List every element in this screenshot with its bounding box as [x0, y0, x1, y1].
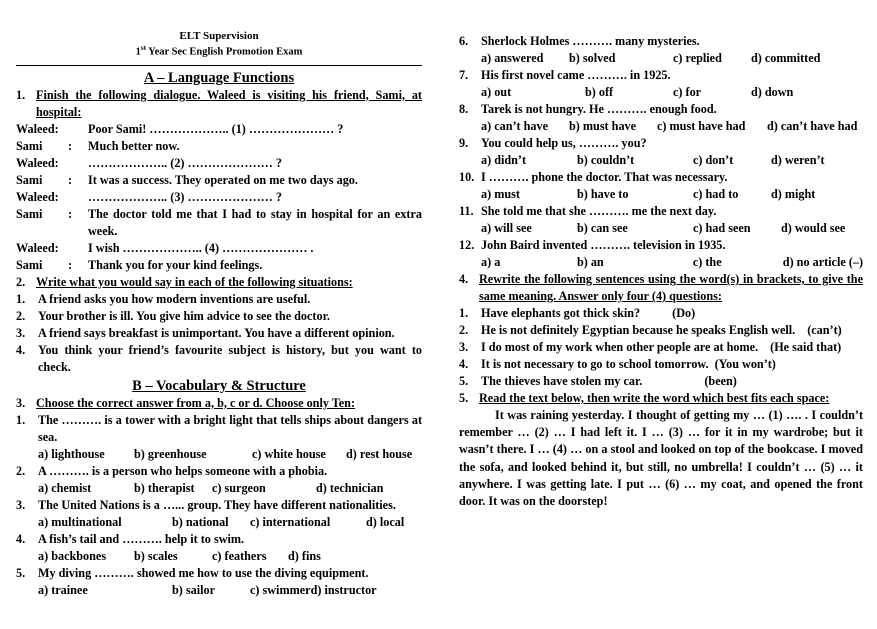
q3-options	[459, 186, 863, 203]
q3-question-number: 8.	[459, 102, 469, 116]
q3-item	[459, 237, 863, 271]
q3-question-text: You could help us, ………. you?	[481, 136, 647, 150]
q4-item-bracket: (Do)	[672, 306, 696, 320]
q3-option-c: c) had seen	[693, 221, 751, 235]
q4-item-bracket: (can’t)	[807, 323, 842, 337]
q3-option-d: d) down	[751, 85, 794, 99]
q3-option-b: b) solved	[569, 51, 616, 65]
q3-question-text: She told me that she ………. me the next day.	[481, 204, 717, 218]
q3-item	[16, 463, 422, 497]
q2-item-number: 3.	[16, 325, 26, 340]
q3-option-a: a) lighthouse	[38, 446, 105, 461]
q3-item	[459, 169, 863, 203]
q4-item-text: It is not necessary to go to school tomorrow.	[481, 357, 709, 371]
dialogue-speaker: Sami	[16, 138, 43, 153]
q3-question-number: 10.	[459, 170, 475, 184]
q2-item-text: A friend asks you how modern inventions are useful.	[38, 291, 311, 306]
q2-item	[16, 291, 422, 308]
dialogue-text: ……………….. (2) ………………… ?	[88, 155, 282, 170]
q4-item-number: 2.	[459, 323, 469, 337]
left-column	[16, 30, 422, 599]
q3-question-text: Sherlock Holmes ………. many mysteries.	[481, 34, 700, 48]
q4-item-number: 5.	[459, 374, 469, 388]
q3-question-number: 3.	[16, 497, 26, 512]
header-exam-name: Year Sec English Promotion Exam	[145, 46, 303, 58]
q4-item-bracket: (been)	[704, 374, 737, 388]
q3-options	[459, 254, 863, 271]
q2-instruction: 2. Write what you would say in each of the following situations:	[16, 274, 353, 289]
q4-item-number: 1.	[459, 306, 469, 320]
q3-option-d: d) can’t have had	[767, 119, 858, 133]
q3-option-d: d) would see	[781, 221, 846, 235]
dialogue-colon: :	[68, 172, 73, 187]
header-rule	[16, 65, 422, 66]
q3-question	[459, 101, 863, 118]
q3-question-number: 6.	[459, 34, 469, 48]
q3-option-d: d) committed	[751, 51, 821, 65]
dialogue-text: I wish ……………….. (4) ………………… .	[88, 240, 314, 255]
q3-option-c: c) international	[250, 514, 331, 529]
q4-item-text: I do most of my work when other people are at home.	[481, 340, 759, 354]
dialogue-speaker: Waleed:	[16, 189, 59, 204]
q3-option-c: c) the	[692, 255, 722, 269]
q3-options	[16, 446, 422, 463]
q3-item	[459, 135, 863, 169]
dialogue-colon	[68, 240, 88, 257]
q3-option-a: a) trainee	[38, 582, 88, 597]
q3-option-d: d) rest house	[346, 446, 413, 461]
q3-options	[16, 548, 422, 565]
q3-option-c: c) had to	[693, 187, 739, 201]
q3-option-a: a) answered	[481, 51, 544, 65]
dialogue-line	[16, 206, 422, 240]
q3-options	[16, 582, 422, 599]
dialogue-colon	[68, 189, 88, 206]
dialogue-text: Much better now.	[88, 138, 180, 153]
q3-item	[16, 531, 422, 565]
q3-question-number: 5.	[16, 565, 26, 580]
dialogue-colon: :	[68, 138, 73, 153]
q3-option-c: c) white house	[252, 446, 326, 461]
q3-option-d: d) fins	[288, 548, 321, 563]
q4-item	[459, 356, 863, 373]
q3-option-a: a) didn’t	[481, 153, 527, 167]
q3-option-d: d) might	[771, 187, 816, 201]
q3-option-b: b) couldn’t	[577, 153, 635, 167]
section-b-title: B – Vocabulary & Structure	[132, 377, 306, 394]
q3-option-d: d) technician	[316, 480, 384, 495]
right-column	[459, 33, 863, 510]
q3-option-d: d) no article (–)	[782, 255, 864, 269]
q3-option-d: d) local	[366, 514, 405, 529]
q4-item-text: He is not definitely Egyptian because he speaks English well.	[481, 323, 796, 337]
q3-options	[459, 152, 863, 169]
q2-item-text: A friend says breakfast is unimportant. You have a different opinion.	[38, 325, 395, 340]
q5-instruction: 5. Read the text below, then write the word which best fits each space:	[459, 391, 830, 405]
q3-option-b: b) an	[576, 255, 604, 269]
dialogue-line	[16, 189, 422, 206]
q3-question-text: Tarek is not hungry. He ………. enough food.	[481, 102, 717, 116]
q2-item-text: You think your friend’s favourite subject is history, but you want to check.	[38, 342, 422, 374]
q3-option-a: a) backbones	[38, 548, 107, 563]
q3-options	[459, 84, 863, 101]
dialogue-colon: :	[68, 257, 73, 272]
q4-item-bracket: (He said that)	[770, 340, 842, 354]
q2-item-number: 2.	[16, 308, 26, 323]
q4-item-text: The thieves have stolen my car.	[481, 374, 643, 388]
dialogue-colon	[68, 155, 88, 172]
q3-option-b: b) must have	[569, 119, 637, 133]
q3-question	[16, 531, 422, 548]
q3-item	[16, 412, 422, 463]
q3-question-text: The ………. is a tower with a bright light that tells ships about dangers at sea.	[38, 412, 422, 444]
q2-item	[16, 342, 422, 376]
q3-option-a: a) chemist	[38, 480, 92, 495]
q3-option-a: a) must	[481, 187, 520, 201]
dialogue-line	[16, 155, 422, 172]
q3-question-text: The United Nations is a …... group. They have different nationalities.	[38, 497, 396, 512]
q1-dialogue	[16, 121, 422, 274]
q3-option-b: b) off	[585, 85, 614, 99]
q3-question-text: A fish’s tail and ………. help it to swim.	[38, 531, 245, 546]
q3-option-a: a) can’t have	[481, 119, 549, 133]
q3-question-text: His first novel came ………. in 1925.	[481, 68, 671, 82]
q3-question-number: 9.	[459, 136, 469, 150]
header-exam-title	[16, 42, 422, 59]
q3-options	[16, 514, 422, 531]
q3-question-number: 1.	[16, 412, 26, 427]
dialogue-speaker: Sami	[16, 206, 43, 221]
q3-option-c: c) swimmer	[250, 582, 311, 597]
q3-option-b: b) scales	[134, 548, 178, 563]
q3-question	[459, 237, 863, 254]
q3-option-b: b) have to	[577, 187, 629, 201]
dialogue-speaker: Waleed:	[16, 121, 59, 136]
dialogue-text: It was a success. They operated on me two days ago.	[88, 172, 358, 187]
q3-item	[459, 33, 863, 67]
q3-question-text: John Baird invented ………. television in 1935.	[481, 238, 726, 252]
dialogue-speaker: Sami	[16, 257, 43, 272]
dialogue-speaker: Waleed:	[16, 155, 59, 170]
q3-question	[459, 203, 863, 220]
dialogue-text: Thank you for your kind feelings.	[88, 257, 263, 272]
q3-option-c: c) feathers	[212, 548, 267, 563]
q2-item-text: Your brother is ill. You give him advice to see the doctor.	[38, 308, 330, 323]
q3-item	[459, 203, 863, 237]
q3-item	[459, 101, 863, 135]
q3-options	[459, 50, 863, 67]
dialogue-speaker: Sami	[16, 172, 43, 187]
dialogue-line	[16, 240, 422, 257]
q3-option-b: b) can see	[577, 221, 628, 235]
dialogue-line	[16, 257, 422, 274]
q3-question	[16, 463, 422, 480]
q3-option-b: b) national	[172, 514, 229, 529]
q4-item-text: Have elephants got thick skin?	[481, 306, 641, 320]
q3-question-text: My diving ………. showed me how to use the diving equipment.	[38, 565, 369, 580]
q4-item-bracket: (You won’t)	[714, 357, 776, 371]
q3-options	[459, 220, 863, 237]
dialogue-speaker: Waleed:	[16, 240, 59, 255]
q2-item-number: 1.	[16, 291, 26, 306]
q3-question	[16, 412, 422, 446]
q3-option-d: d) weren’t	[771, 153, 825, 167]
q3-option-d: d) instructor	[310, 582, 377, 597]
q3-option-c: c) for	[673, 85, 702, 99]
q3-question	[459, 169, 863, 186]
q3-option-a: a) multinational	[38, 514, 122, 529]
q1-instruction: 1. Finish the following dialogue. Waleed is visiting his friend, Sami, at hospital:	[16, 87, 422, 119]
q3-option-b: b) sailor	[172, 582, 215, 597]
q3-option-a: a) a	[481, 255, 501, 269]
q4-item-number: 3.	[459, 340, 469, 354]
q3-option-b: b) greenhouse	[134, 446, 207, 461]
q3-question-number: 7.	[459, 68, 469, 82]
header-year-sup: st	[140, 44, 146, 52]
q2-item	[16, 325, 422, 342]
q4-item-number: 4.	[459, 357, 469, 371]
q3-question-text: I ………. phone the doctor. That was necessary.	[481, 170, 728, 184]
q3-item	[16, 565, 422, 599]
q3-options	[459, 118, 863, 135]
q3-option-c: c) don’t	[693, 153, 734, 167]
q3-option-a: a) will see	[481, 221, 532, 235]
q3-question-number: 2.	[16, 463, 26, 478]
dialogue-colon	[68, 121, 88, 138]
q3-options	[16, 480, 422, 497]
q3-instruction: 3. Choose the correct answer from a, b, c or d. Choose only Ten:	[16, 395, 356, 410]
q3-option-a: a) out	[481, 85, 512, 99]
q3-question	[459, 135, 863, 152]
dialogue-text: ……………….. (3) ………………… ?	[88, 189, 282, 204]
q2-item-number: 4.	[16, 342, 26, 357]
q3-list-left	[16, 412, 422, 599]
dialogue-line	[16, 138, 422, 155]
q3-question	[16, 497, 422, 514]
header-year: 1	[135, 46, 141, 58]
section-a-title: A – Language Functions	[143, 69, 295, 86]
q3-question	[459, 33, 863, 50]
dialogue-text: The doctor told me that I had to stay in hospital for an extra week.	[88, 206, 422, 238]
q3-item	[459, 67, 863, 101]
q3-item	[16, 497, 422, 531]
q4-item	[459, 339, 863, 356]
q3-option-b: b) therapist	[134, 480, 195, 495]
dialogue-line	[16, 121, 422, 138]
q3-question	[459, 67, 863, 84]
q3-question-number: 4.	[16, 531, 26, 546]
q3-option-c: c) surgeon	[212, 480, 266, 495]
q4-instruction: 4. Rewrite the following sentences using the word(s) in brackets, to give the same meaning. Answer only four (4) questions:	[459, 272, 863, 303]
dialogue-colon: :	[68, 206, 73, 221]
q2-item	[16, 308, 422, 325]
q3-question-number: 11.	[459, 204, 474, 218]
dialogue-line	[16, 172, 422, 189]
q4-item	[459, 305, 863, 322]
q5-paragraph: It was raining yesterday. I thought of getting my … (1) …. . I couldn’t remember … (2) … I had left it. I … (3) … for it in my wardrobe; but it wasn’t there. I … (4) … on a stool and looked on top of the bookcase. I moved the sofa, and looked behind it, but still, no umbrella! I couldn’t … (5) … it anywhere. I was getting late. I put … (6) … my coat, and opened the front door. It was on the doorstep!	[459, 408, 863, 509]
q3-option-c: c) must have had	[657, 119, 746, 133]
q3-list-right	[459, 33, 863, 271]
q4-item	[459, 322, 863, 339]
q4-item	[459, 373, 863, 390]
dialogue-text: Poor Sami! ……………….. (1) ………………… ?	[88, 121, 344, 136]
q2-list	[16, 291, 422, 376]
q3-question	[16, 565, 422, 582]
q3-option-c: c) replied	[673, 51, 722, 65]
q4-list	[459, 305, 863, 390]
q3-question-text: A ………. is a person who helps someone with a phobia.	[38, 463, 328, 478]
header-supervision: ELT Supervision	[179, 30, 259, 42]
q3-question-number: 12.	[459, 238, 475, 252]
